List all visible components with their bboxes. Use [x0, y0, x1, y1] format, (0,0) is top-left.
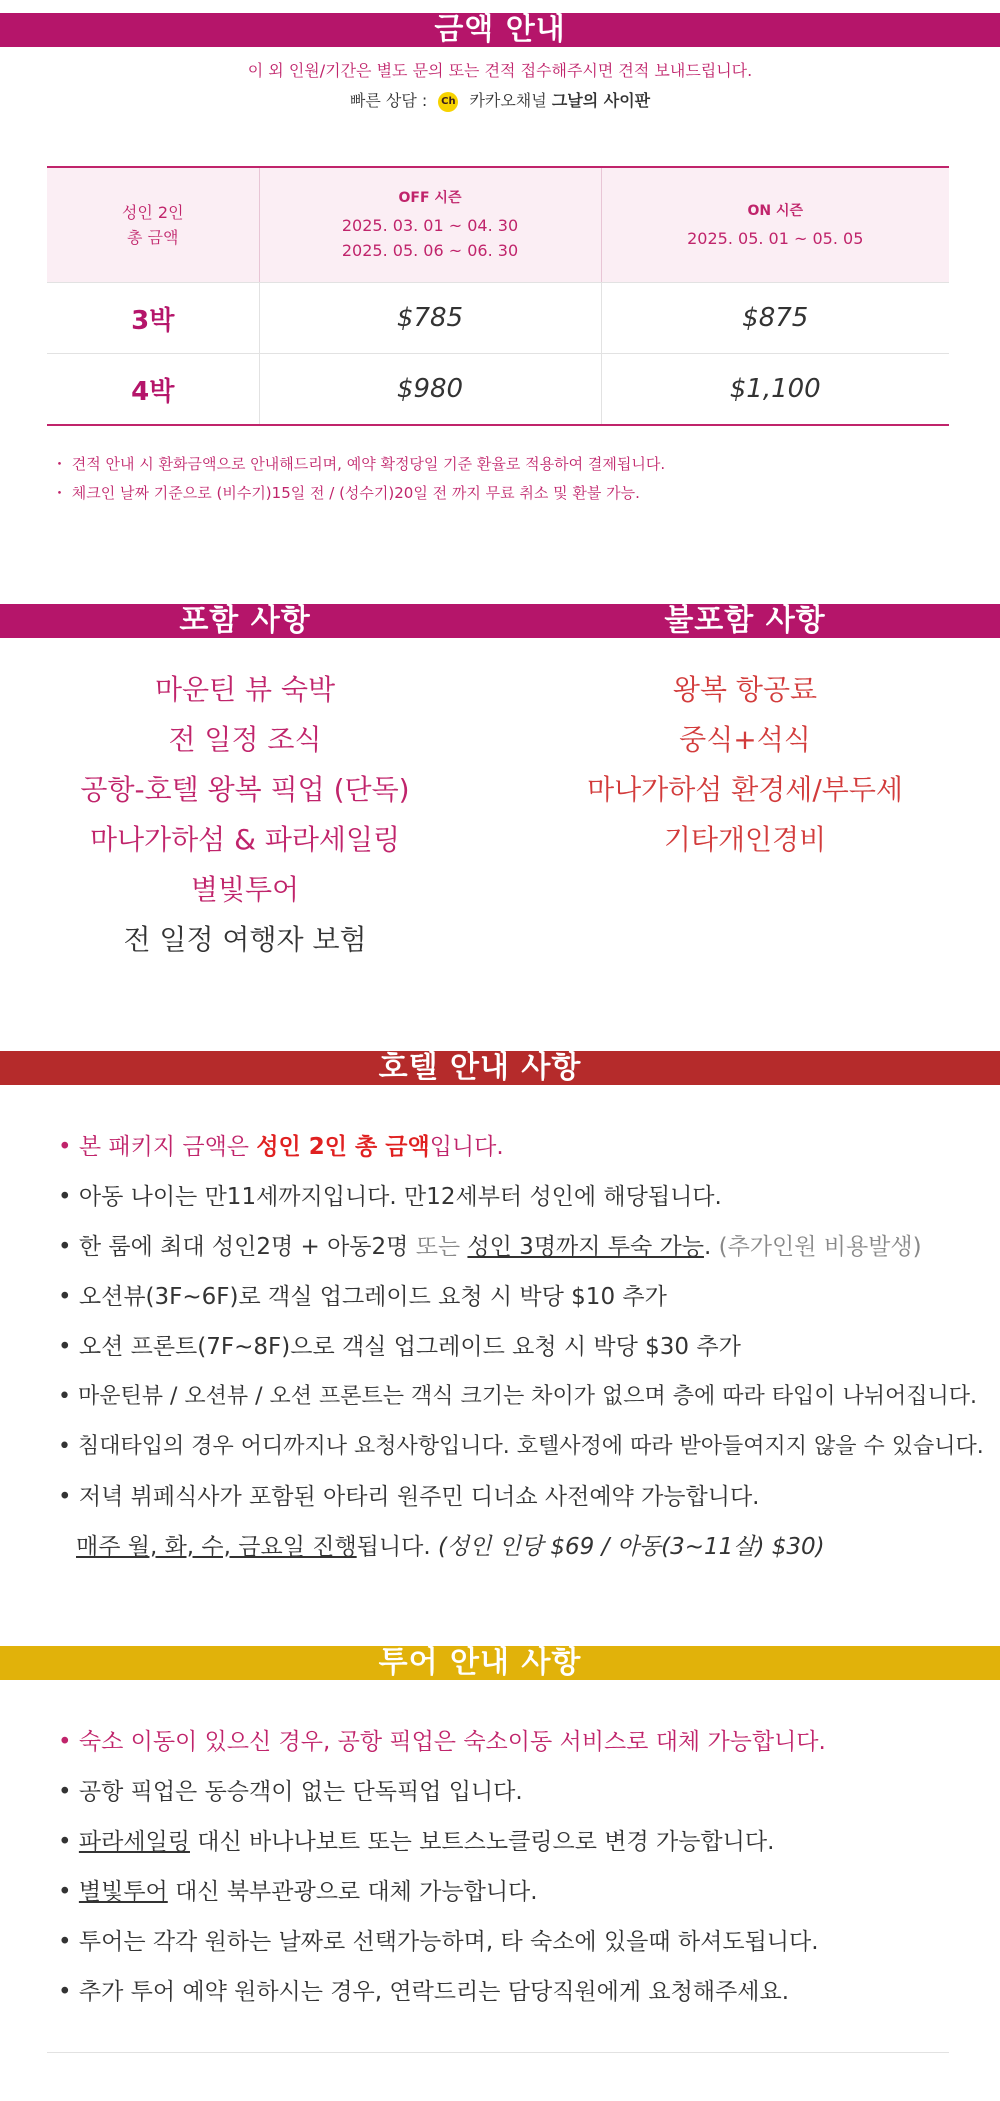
tour-line4-bullet: • [58, 1879, 79, 1905]
tour-line3-a: 파라세일링 [78, 1829, 190, 1855]
price-section-banner [0, 13, 1000, 47]
table-row [47, 354, 949, 426]
included-item: 별빛투어 [190, 873, 300, 906]
kakao-channel-prefix: 카카오채널 [469, 91, 547, 110]
list-item: • 마운틴뷰 / 오션뷰 / 오션 프론트는 객식 크기는 차이가 없으며 층에 따라 타입이 나뉘어집니다. [58, 1384, 978, 1409]
tour-line3-b: 대신 바나나보트 또는 보트스노클링으로 변경 가능합니다. [189, 1829, 775, 1855]
price-subtitle: 이 외 인원/기간은 별도 문의 또는 견적 접수해주시면 견적 보내드립니다. [247, 61, 753, 80]
tour-title: 투어 안내 사항 [378, 1645, 582, 1680]
excluded-item: 기타개인경비 [663, 823, 827, 856]
tour-info-list [58, 1717, 826, 2017]
tour-line4-b: 대신 북부관광으로 대체 가능합니다. [167, 1879, 538, 1905]
hotel-line3-d: (추가인원 비용발생) [718, 1234, 922, 1260]
hotel-info-list [58, 1122, 984, 1572]
inclusions-banner [0, 604, 1000, 638]
price-table-header [47, 167, 949, 283]
hotel-line3-b: 성인 3명까지 투숙 가능 [467, 1234, 704, 1260]
off-season-date: 2025. 05. 06 ~ 06. 30 [341, 241, 519, 260]
list-item [58, 1867, 826, 1917]
off-season-label: OFF 시즌 [398, 190, 462, 206]
hotel-line3-a: • 한 룸에 최대 성인2명 + 아동2명 [58, 1234, 416, 1260]
corner-line1: 성인 2인 [121, 203, 184, 222]
list-item [58, 1522, 984, 1572]
hotel-line9-b: 됩니다. [356, 1534, 438, 1560]
hotel-line3-or: 또는 [415, 1234, 461, 1260]
corner-line2: 총 금액 [127, 228, 179, 247]
hotel-line1-prefix: • 본 패키지 금액은 [58, 1134, 257, 1160]
included-title: 포함 사항 [179, 603, 311, 638]
tour-banner [0, 1646, 1000, 1680]
hotel-banner [0, 1051, 1000, 1085]
list-item: • 저녁 뷔페식사가 포함된 아타리 원주민 디너쇼 사전예약 가능합니다. [58, 1484, 760, 1510]
kakao-channel-icon[interactable]: Ch [438, 92, 458, 112]
included-item: 마나가하섬 & 파라세일링 [89, 823, 401, 856]
on-price: $1,100 [601, 354, 949, 426]
list-item: • 오션 프론트(7F~8F)으로 객실 업그레이드 요청 시 박당 $30 추가 [58, 1334, 741, 1360]
off-season-date: 2025. 03. 01 ~ 04. 30 [341, 216, 519, 235]
excluded-list [500, 665, 990, 865]
on-season-header [601, 167, 949, 283]
included-item: 공항-호텔 왕복 픽업 (단독) [80, 773, 410, 806]
off-price: $785 [259, 283, 601, 354]
on-season-date: 2025. 05. 01 ~ 05. 05 [687, 228, 864, 248]
price-section-title: 금액 안내 [434, 12, 566, 47]
tour-line3-bullet: • [58, 1829, 79, 1855]
included-item: 마운틴 뷰 숙박 [154, 673, 336, 706]
quick-consult [0, 88, 1000, 112]
excluded-title: 불포함 사항 [664, 603, 826, 638]
list-item: • 공항 픽업은 동승객이 없는 단독픽업 입니다. [58, 1779, 523, 1805]
price-note: ・ 견적 안내 시 환화금액으로 안내해드리며, 예약 확정당일 기준 환율로 적용하여 결제됩니다. [52, 455, 666, 473]
price-table [47, 166, 949, 426]
list-item: • 투어는 각각 원하는 날짜로 선택가능하며, 타 숙소에 있을때 하셔도됩니다. [58, 1929, 819, 1955]
on-price: $875 [601, 283, 949, 354]
excluded-item: 왕복 항공료 [672, 673, 818, 706]
bottom-divider [47, 2052, 949, 2053]
table-row [47, 283, 949, 354]
list-item: • 침대타입의 경우 어디까지나 요청사항입니다. 호텔사정에 따라 받아들여지지 않을 수 있습니다. [58, 1434, 984, 1459]
tour-line4-a: 별빛투어 [78, 1879, 168, 1905]
excluded-item: 중식+석식 [679, 723, 811, 756]
list-item: • 아동 나이는 만11세까지입니다. 만12세부터 성인에 해당됩니다. [58, 1184, 722, 1210]
price-table-corner [47, 167, 259, 283]
list-item: • 오션뷰(3F~6F)로 객실 업그레이드 요청 시 박당 $10 추가 [58, 1284, 667, 1310]
hotel-line3-c: . [703, 1234, 719, 1260]
nights-label: 4박 [47, 354, 259, 426]
off-season-header [259, 167, 601, 283]
hotel-line1-bold: 성인 2인 총 금액 [256, 1134, 430, 1160]
quick-consult-label: 빠른 상담 : [349, 91, 428, 110]
list-item: • 숙소 이동이 있으신 경우, 공항 픽업은 숙소이동 서비스로 대체 가능합니다. [58, 1729, 826, 1755]
price-note: ・ 체크인 날짜 기준으로 (비수기)15일 전 / (성수기)20일 전 까지 무료 취소 및 환불 가능. [52, 484, 640, 502]
included-list [0, 665, 490, 965]
hotel-line9-a: 매주 월, 화, 수, 금요일 진행 [76, 1534, 357, 1560]
included-item: 전 일정 여행자 보험 [123, 923, 367, 956]
excluded-item: 마나가하섬 환경세/부두세 [587, 773, 903, 806]
list-item [58, 1222, 984, 1272]
hotel-line9-c: (성인 인당 $69 / 아동(3~11살) $30) [437, 1534, 825, 1560]
hotel-title: 호텔 안내 사항 [378, 1050, 582, 1085]
list-item: • 추가 투어 예약 원하시는 경우, 연락드리는 담당직원에게 요청해주세요. [58, 1979, 789, 2005]
off-price: $980 [259, 354, 601, 426]
hotel-line1-suffix: 입니다. [429, 1134, 504, 1160]
on-season-label: ON 시즌 [747, 202, 804, 219]
list-item [58, 1122, 984, 1172]
included-item: 전 일정 조식 [168, 723, 322, 756]
list-item [58, 1817, 826, 1867]
kakao-channel-name[interactable]: 그날의 사이판 [551, 91, 651, 110]
nights-label: 3박 [47, 283, 259, 354]
